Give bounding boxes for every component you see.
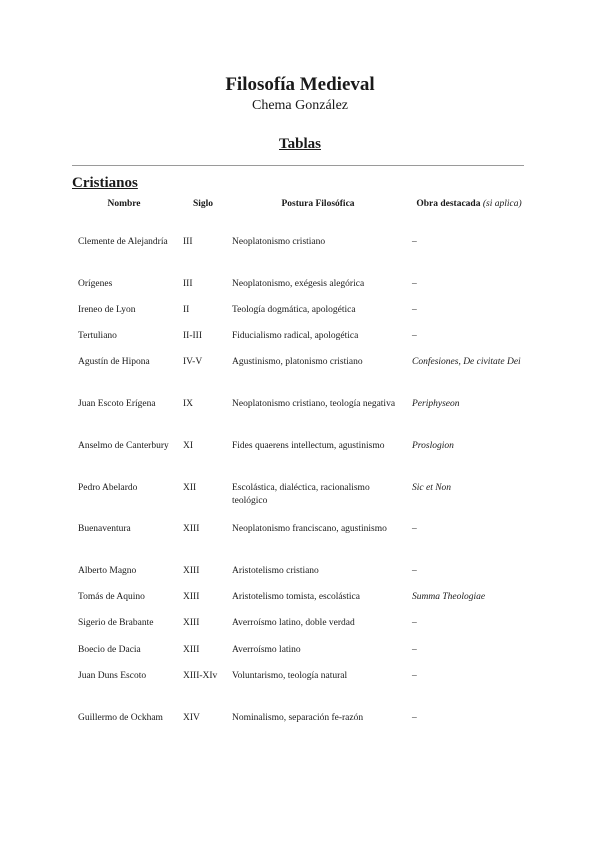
philosopher-name: Sigerio de Brabante (78, 618, 154, 628)
column-header-work (412, 198, 526, 210)
work-cell: Confesiones, De civitate Dei (412, 357, 521, 367)
position-cell: Neoplatonismo cristiano (232, 237, 326, 247)
century-cell: XIII (183, 566, 200, 576)
work-cell: – (412, 305, 417, 315)
century-cell: III (183, 279, 193, 289)
work-cell: – (412, 713, 417, 723)
column-header-work-label: Obra destacada (416, 199, 481, 209)
position-cell: Aristotelismo cristiano (232, 566, 319, 576)
work-cell: Periphyseon (412, 399, 460, 409)
work-cell: – (412, 279, 417, 289)
work-cell: – (412, 237, 417, 247)
century-cell: XIII (183, 524, 200, 534)
position-cell: Neoplatonismo, exégesis alegórica (232, 279, 365, 289)
position-cell: Teología dogmática, apologética (232, 305, 356, 315)
century-cell: IV-V (183, 357, 203, 367)
century-cell: XIV (183, 713, 200, 723)
philosopher-name: Pedro Abelardo (78, 483, 138, 493)
philosopher-name: Alberto Magno (78, 566, 137, 576)
century-cell: IX (183, 399, 194, 409)
column-header-name: Nombre (107, 199, 141, 209)
work-cell: – (412, 566, 417, 576)
position-cell: Neoplatonismo franciscano, agustinismo (232, 524, 387, 534)
work-cell: – (412, 618, 417, 628)
position-cell: Nominalismo, separación fe-razón (232, 713, 364, 723)
century-cell: XI (183, 441, 194, 451)
position-cell: Fides quaerens intellectum, agustinismo (232, 441, 385, 451)
position-cell: Fiducialismo radical, apologética (232, 331, 359, 341)
horizontal-divider (72, 165, 524, 166)
position-cell: Agustinismo, platonismo cristiano (232, 357, 363, 367)
philosopher-name: Boecio de Dacia (78, 645, 141, 655)
philosopher-name: Buenaventura (78, 524, 131, 534)
work-cell: – (412, 645, 417, 655)
century-cell: XIII (183, 618, 200, 628)
work-cell: – (412, 524, 417, 534)
column-header-position: Postura Filosófica (281, 199, 355, 209)
position-cell: Averroísmo latino, doble verdad (232, 618, 355, 628)
work-cell: – (412, 331, 417, 341)
philosopher-name: Guillermo de Ockham (78, 713, 163, 723)
work-cell: Proslogion (412, 441, 454, 451)
philosopher-name: Agustín de Hipona (78, 357, 150, 367)
section-title: Tablas (279, 136, 321, 152)
philosopher-name: Ireneo de Lyon (78, 305, 136, 315)
century-cell: XIII-XIv (183, 671, 218, 681)
philosopher-name: Clemente de Alejandría (78, 237, 168, 247)
century-cell: XIII (183, 645, 200, 655)
document-title: Filosofía Medieval (225, 74, 375, 95)
century-cell: XIII (183, 592, 200, 602)
century-cell: III (183, 237, 193, 247)
philosopher-name: Orígenes (78, 279, 113, 289)
position-cell: Aristotelismo tomista, escolástica (232, 592, 360, 602)
philosopher-name: Juan Escoto Erígena (78, 399, 156, 409)
column-header-work-note: (si aplica) (482, 199, 522, 209)
work-cell: Summa Theologiae (412, 592, 486, 602)
work-cell: Sic et Non (412, 483, 452, 493)
philosopher-name: Tertuliano (78, 331, 117, 341)
century-cell: XII (183, 483, 197, 493)
position-cell: Averroísmo latino (232, 645, 301, 655)
column-header-century: Siglo (192, 199, 214, 209)
century-cell: II (183, 305, 190, 315)
position-cell: Escolástica, dialéctica, racionalismo teológico (232, 483, 370, 506)
position-cell: Neoplatonismo cristiano, teología negativa (232, 399, 396, 409)
philosopher-name: Juan Duns Escoto (78, 671, 147, 681)
work-cell: – (412, 671, 417, 681)
position-cell: Voluntarismo, teología natural (232, 671, 348, 681)
philosopher-name: Tomás de Aquino (78, 592, 145, 602)
philosopher-name: Anselmo de Canterbury (78, 441, 169, 451)
document-author: Chema González (251, 98, 348, 113)
table-heading: Cristianos (72, 175, 138, 191)
century-cell: II-III (183, 331, 202, 341)
